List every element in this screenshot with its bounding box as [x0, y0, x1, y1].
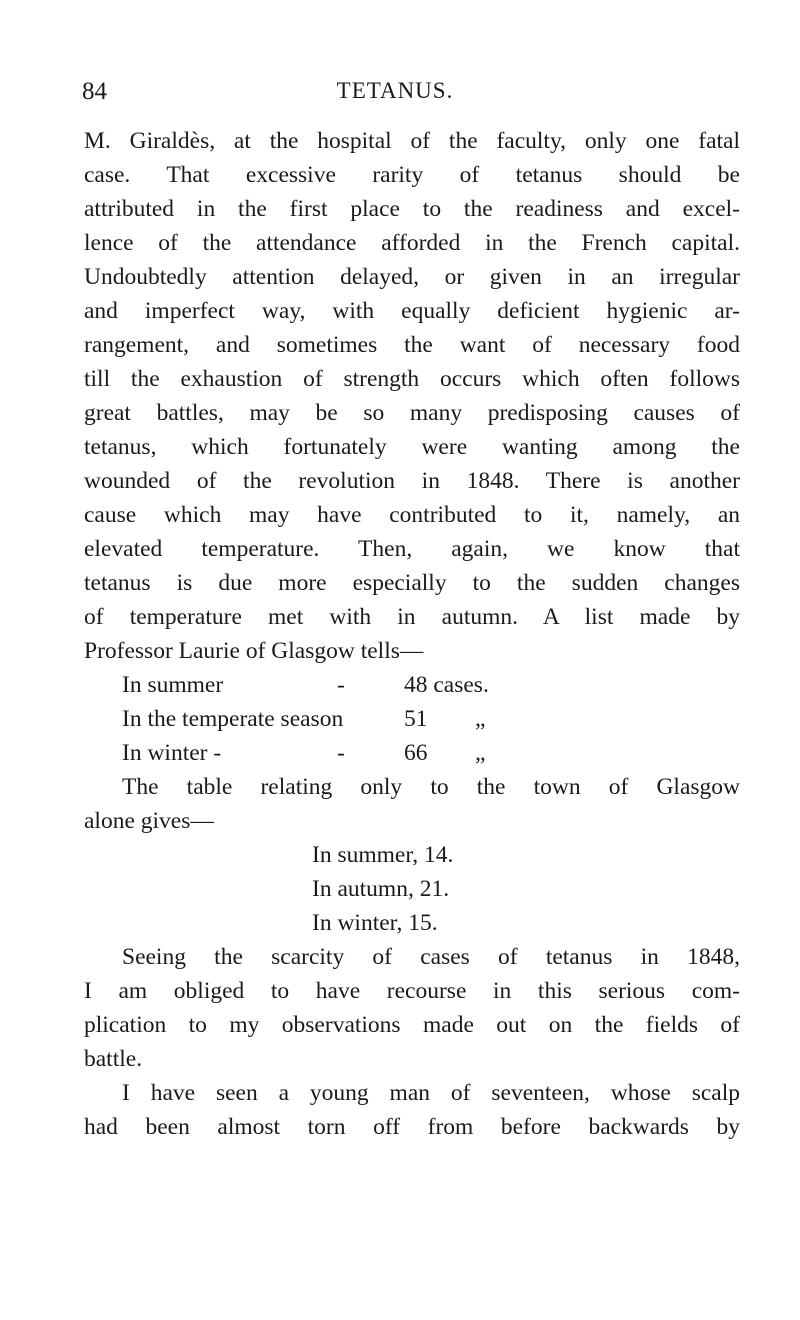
- text-line: of temperature met with in autumn. A list made by: [84, 604, 740, 630]
- text-line: elevated temperature. Then, again, we know that: [84, 536, 740, 562]
- table-row: In summer, 14.: [312, 842, 454, 868]
- text-line: wounded of the revolution in 1848. There is another: [84, 468, 740, 494]
- text-line: great battles, may be so many predisposing causes of: [84, 400, 740, 426]
- page-header: [82, 78, 708, 112]
- running-head: TETANUS.: [336, 78, 454, 103]
- text-line: had been almost torn off from before backwards by: [84, 1114, 740, 1140]
- text-line: Seeing the scarcity of cases of tetanus in 1848,: [122, 944, 740, 970]
- text-line: tetanus, which fortunately were wanting among the: [84, 434, 740, 460]
- text-line: I have seen a young man of seventeen, whose scalp: [122, 1080, 740, 1106]
- text-line: M. Giraldès, at the hospital of the faculty, only one fatal: [84, 128, 740, 154]
- table-season: In the temperate season: [122, 706, 344, 732]
- text-line: The table relating only to the town of Glasgow: [122, 774, 740, 800]
- text-line: plication to my observations made out on the fields of: [84, 1012, 740, 1038]
- table-season: In summer: [122, 672, 224, 698]
- text-line: case. That excessive rarity of tetanus should be: [84, 162, 740, 188]
- page-number: 84: [82, 78, 107, 105]
- text-line: till the exhaustion of strength occurs which often follows: [84, 366, 740, 392]
- text-line: Professor Laurie of Glasgow tells—: [84, 638, 424, 664]
- table-dash: -: [337, 740, 345, 766]
- table-season: In winter -: [122, 740, 222, 766]
- table-count: 48 cases.: [404, 672, 489, 698]
- table-count: 51: [404, 706, 428, 732]
- text-line: rangement, and sometimes the want of necessary food: [84, 332, 740, 358]
- table-ditto: „: [475, 740, 486, 766]
- table-ditto: „: [475, 706, 486, 732]
- table-row: In winter, 15.: [312, 910, 438, 936]
- table-count: 66: [404, 740, 428, 766]
- text-line: lence of the attendance afforded in the French capital.: [84, 230, 740, 256]
- text-line: attributed in the first place to the readiness and excel-: [84, 196, 740, 222]
- text-line: and imperfect way, with equally deficient hygienic ar-: [84, 298, 740, 324]
- text-line: alone gives—: [84, 808, 214, 834]
- table-row: In autumn, 21.: [312, 876, 450, 902]
- text-line: cause which may have contributed to it, namely, an: [84, 502, 740, 528]
- text-line: battle.: [84, 1046, 143, 1072]
- table-dash: -: [337, 672, 345, 698]
- text-line: Undoubtedly attention delayed, or given in an irregular: [84, 264, 740, 290]
- text-line: tetanus is due more especially to the sudden changes: [84, 570, 740, 596]
- text-line: I am obliged to have recourse in this serious com-: [84, 978, 740, 1004]
